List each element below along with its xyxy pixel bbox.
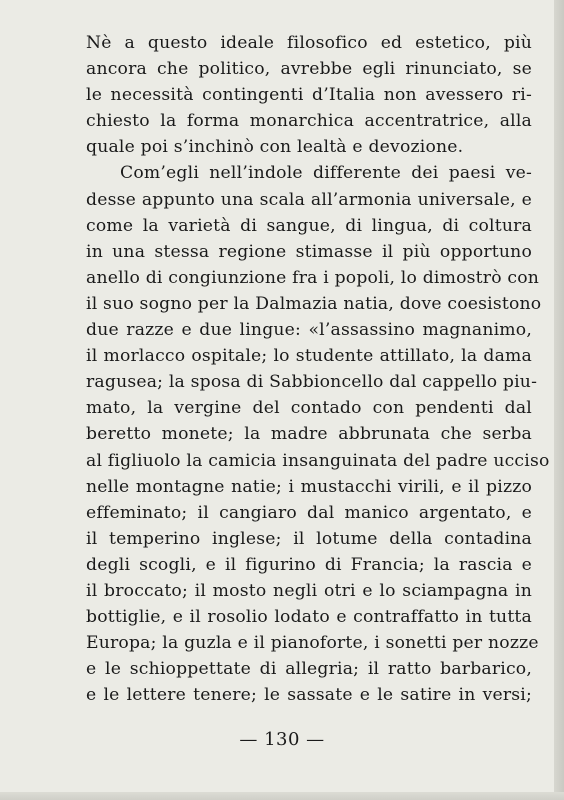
text-line: e le lettere tenere; le sassate e le satire in versi; (86, 685, 532, 706)
page-edge-shadow (554, 0, 564, 800)
text-line: il broccato; il mosto negli otri e lo sciampagna in (86, 580, 532, 601)
text-line: mato, la vergine del contado con pendenti dal (86, 398, 532, 419)
text-line: bottiglie, e il rosolio lodato e contraffatto in tutta (86, 607, 532, 628)
text-line: ragusea; la sposa di Sabbioncello dal cappello piu- (86, 372, 538, 393)
text-line: quale poi s’inchinò con lealtà e devozione. (86, 137, 464, 158)
text-line: Nè a questo ideale filosofico ed estetico, più (86, 33, 532, 53)
text-line: nelle montagne natie; i mustacchi virili, e il pizzo (86, 476, 532, 497)
text-line: il suo sogno per la Dalmazia natia, dove coesistono (86, 293, 542, 314)
page-edge-shadow (0, 792, 564, 800)
text-line: e le schioppettate di allegria; il ratto barbarico, (86, 659, 532, 680)
text-line: degli scogli, e il figurino di Francia; la rascia e (86, 554, 532, 575)
text-line: desse appunto una scala all’armonia universale, e (86, 189, 532, 210)
text-line: beretto monete; la madre abbrunata che serba (86, 424, 532, 445)
text-line: Com’egli nell’indole differente dei paesi ve- (120, 163, 532, 184)
text-line: il morlacco ospitale; lo studente attillato, la dama (86, 346, 532, 367)
text-line: effeminato; il cangiaro dal manico argentato, e (86, 502, 532, 523)
page-number: — 130 — (239, 729, 325, 750)
text-line: in una stessa regione stimasse il più opportuno (86, 241, 532, 262)
text-line: anello di congiunzione fra i popoli, lo dimostrò con (86, 267, 540, 288)
text-line: il temperino inglese; il lotume della contadina (86, 528, 532, 549)
text-line: come la varietà di sangue, di lingua, di coltura (86, 215, 532, 236)
text-line: ancora che politico, avrebbe egli rinunciato, se (86, 59, 532, 80)
body-text (86, 30, 550, 708)
text-line: chiesto la forma monarchica accentratrice, alla (86, 111, 532, 132)
text-line: due razze e due lingue: «l’assassino magnanimo, (86, 320, 532, 341)
text-line: al figliuolo la camicia insanguinata del padre ucciso (86, 450, 550, 471)
text-line: Europa; la guzla e il pianoforte, i sonetti per nozze (86, 633, 539, 654)
text-line: le necessità contingenti d’Italia non avessero ri- (86, 85, 532, 106)
